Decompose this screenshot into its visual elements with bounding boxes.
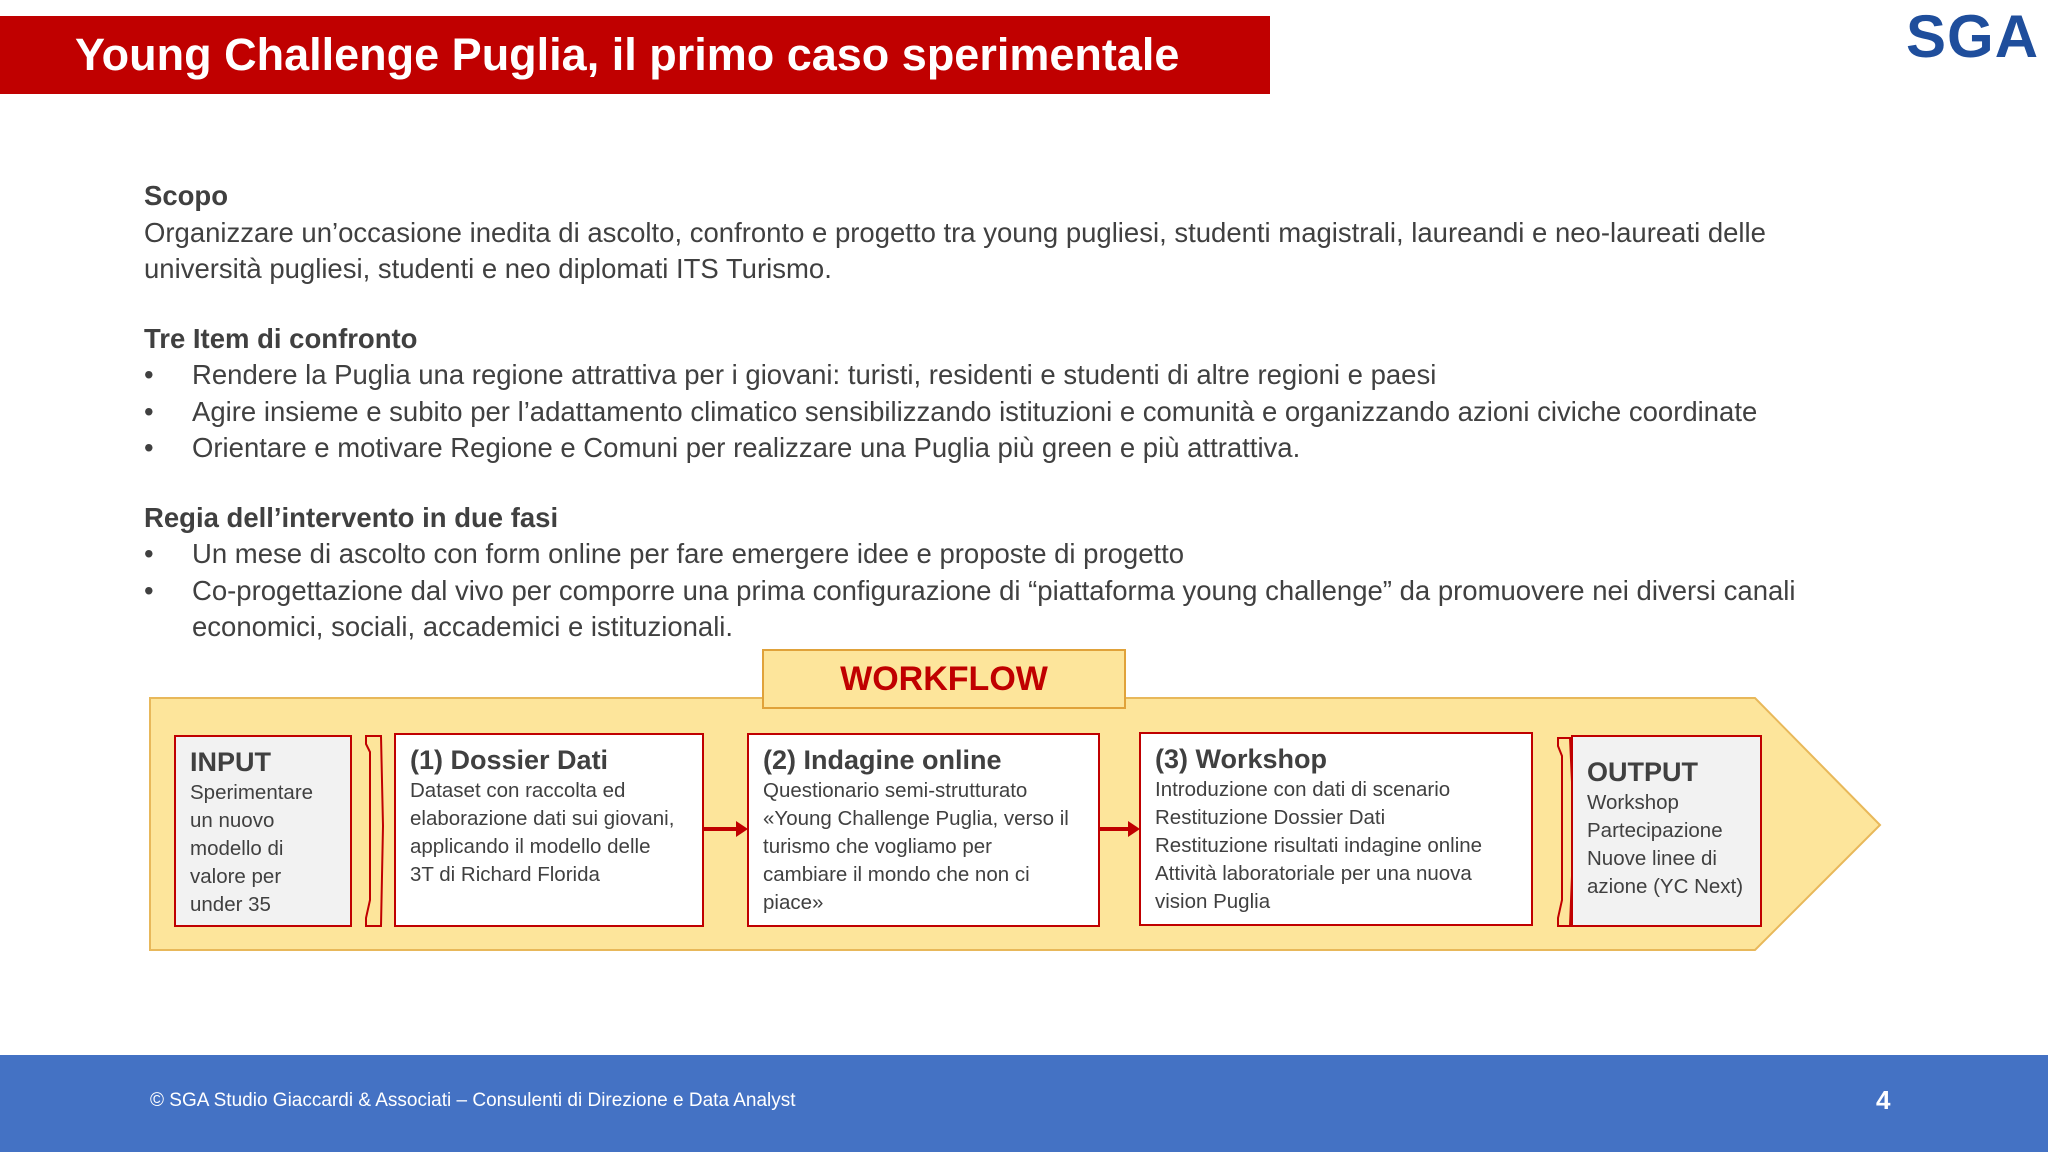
items-bullet: • Agire insieme e subito per l’adattamento climatico sensibilizzando istituzioni e comunità e organizzando azioni civiche coordinate bbox=[144, 394, 1844, 431]
page-number: 4 bbox=[1876, 1085, 1891, 1115]
step2-body: Questionario semi-strutturato «Young Challenge Puglia, verso il turismo che vogliamo per cambiare il mondo che non ci piace» bbox=[763, 779, 1069, 914]
regia-heading: Regia dell’intervento in due fasi bbox=[144, 501, 559, 533]
output-box bbox=[1571, 735, 1762, 927]
workflow-label: WORKFLOW bbox=[762, 649, 1126, 709]
output-body: Workshop Partecipazione Nuove linee di azione (YC Next) bbox=[1587, 791, 1744, 898]
regia-bullet: • Co-progettazione dal vivo per comporre una prima configurazione di “piattaforma young challenge” da promuovere nei diversi canali economici, sociali, accademici e istituzionali. bbox=[144, 573, 1844, 646]
step3-box bbox=[1139, 732, 1533, 926]
input-title: INPUT bbox=[190, 747, 271, 777]
slide-title: Young Challenge Puglia, il primo caso sperimentale bbox=[0, 16, 1270, 94]
step2-title: (2) Indagine online bbox=[763, 745, 1002, 775]
regia-bullet: • Un mese di ascolto con form online per fare emergere idee e proposte di progetto bbox=[144, 536, 1844, 573]
step2-box bbox=[747, 733, 1100, 927]
step3-body: Introduzione con dati di scenario Restituzione Dossier Dati Restituzione risultati indagine online Attività laboratoriale per una nuova vision Puglia bbox=[1155, 778, 1483, 913]
step1-box bbox=[394, 733, 704, 927]
input-body: Sperimentare un nuovo modello di valore per under 35 bbox=[190, 781, 314, 916]
items-bullet: • Orientare e motivare Regione e Comuni per realizzare una Puglia più green e più attrattiva. bbox=[144, 430, 1844, 467]
footer-copyright: © SGA Studio Giaccardi & Associati – Consulenti di Direzione e Data Analyst bbox=[150, 1090, 796, 1111]
scopo-heading: Scopo bbox=[144, 180, 229, 211]
step3-title: (3) Workshop bbox=[1155, 744, 1328, 774]
output-title: OUTPUT bbox=[1587, 757, 1698, 787]
step1-body: Dataset con raccolta ed elaborazione dati sui giovani, applicando il modello delle 3T di Richard Florida bbox=[410, 779, 675, 886]
scopo-text: Organizzare un’occasione inedita di ascolto, confronto e progetto tra young pugliesi, studenti magistrali, laureandi e neo-laureati delle università pugliesi, studenti e neo diplomati ITS Turismo. bbox=[144, 216, 1766, 284]
input-box bbox=[174, 735, 352, 927]
footer-bar bbox=[0, 1055, 2048, 1152]
items-bullet: • Rendere la Puglia una regione attrattiva per i giovani: turisti, residenti e studenti di altre regioni e paesi bbox=[144, 357, 1844, 394]
step1-title: (1) Dossier Dati bbox=[410, 745, 609, 775]
sga-logo: SGA bbox=[1906, 3, 2040, 70]
items-heading: Tre Item di confronto bbox=[144, 322, 418, 354]
